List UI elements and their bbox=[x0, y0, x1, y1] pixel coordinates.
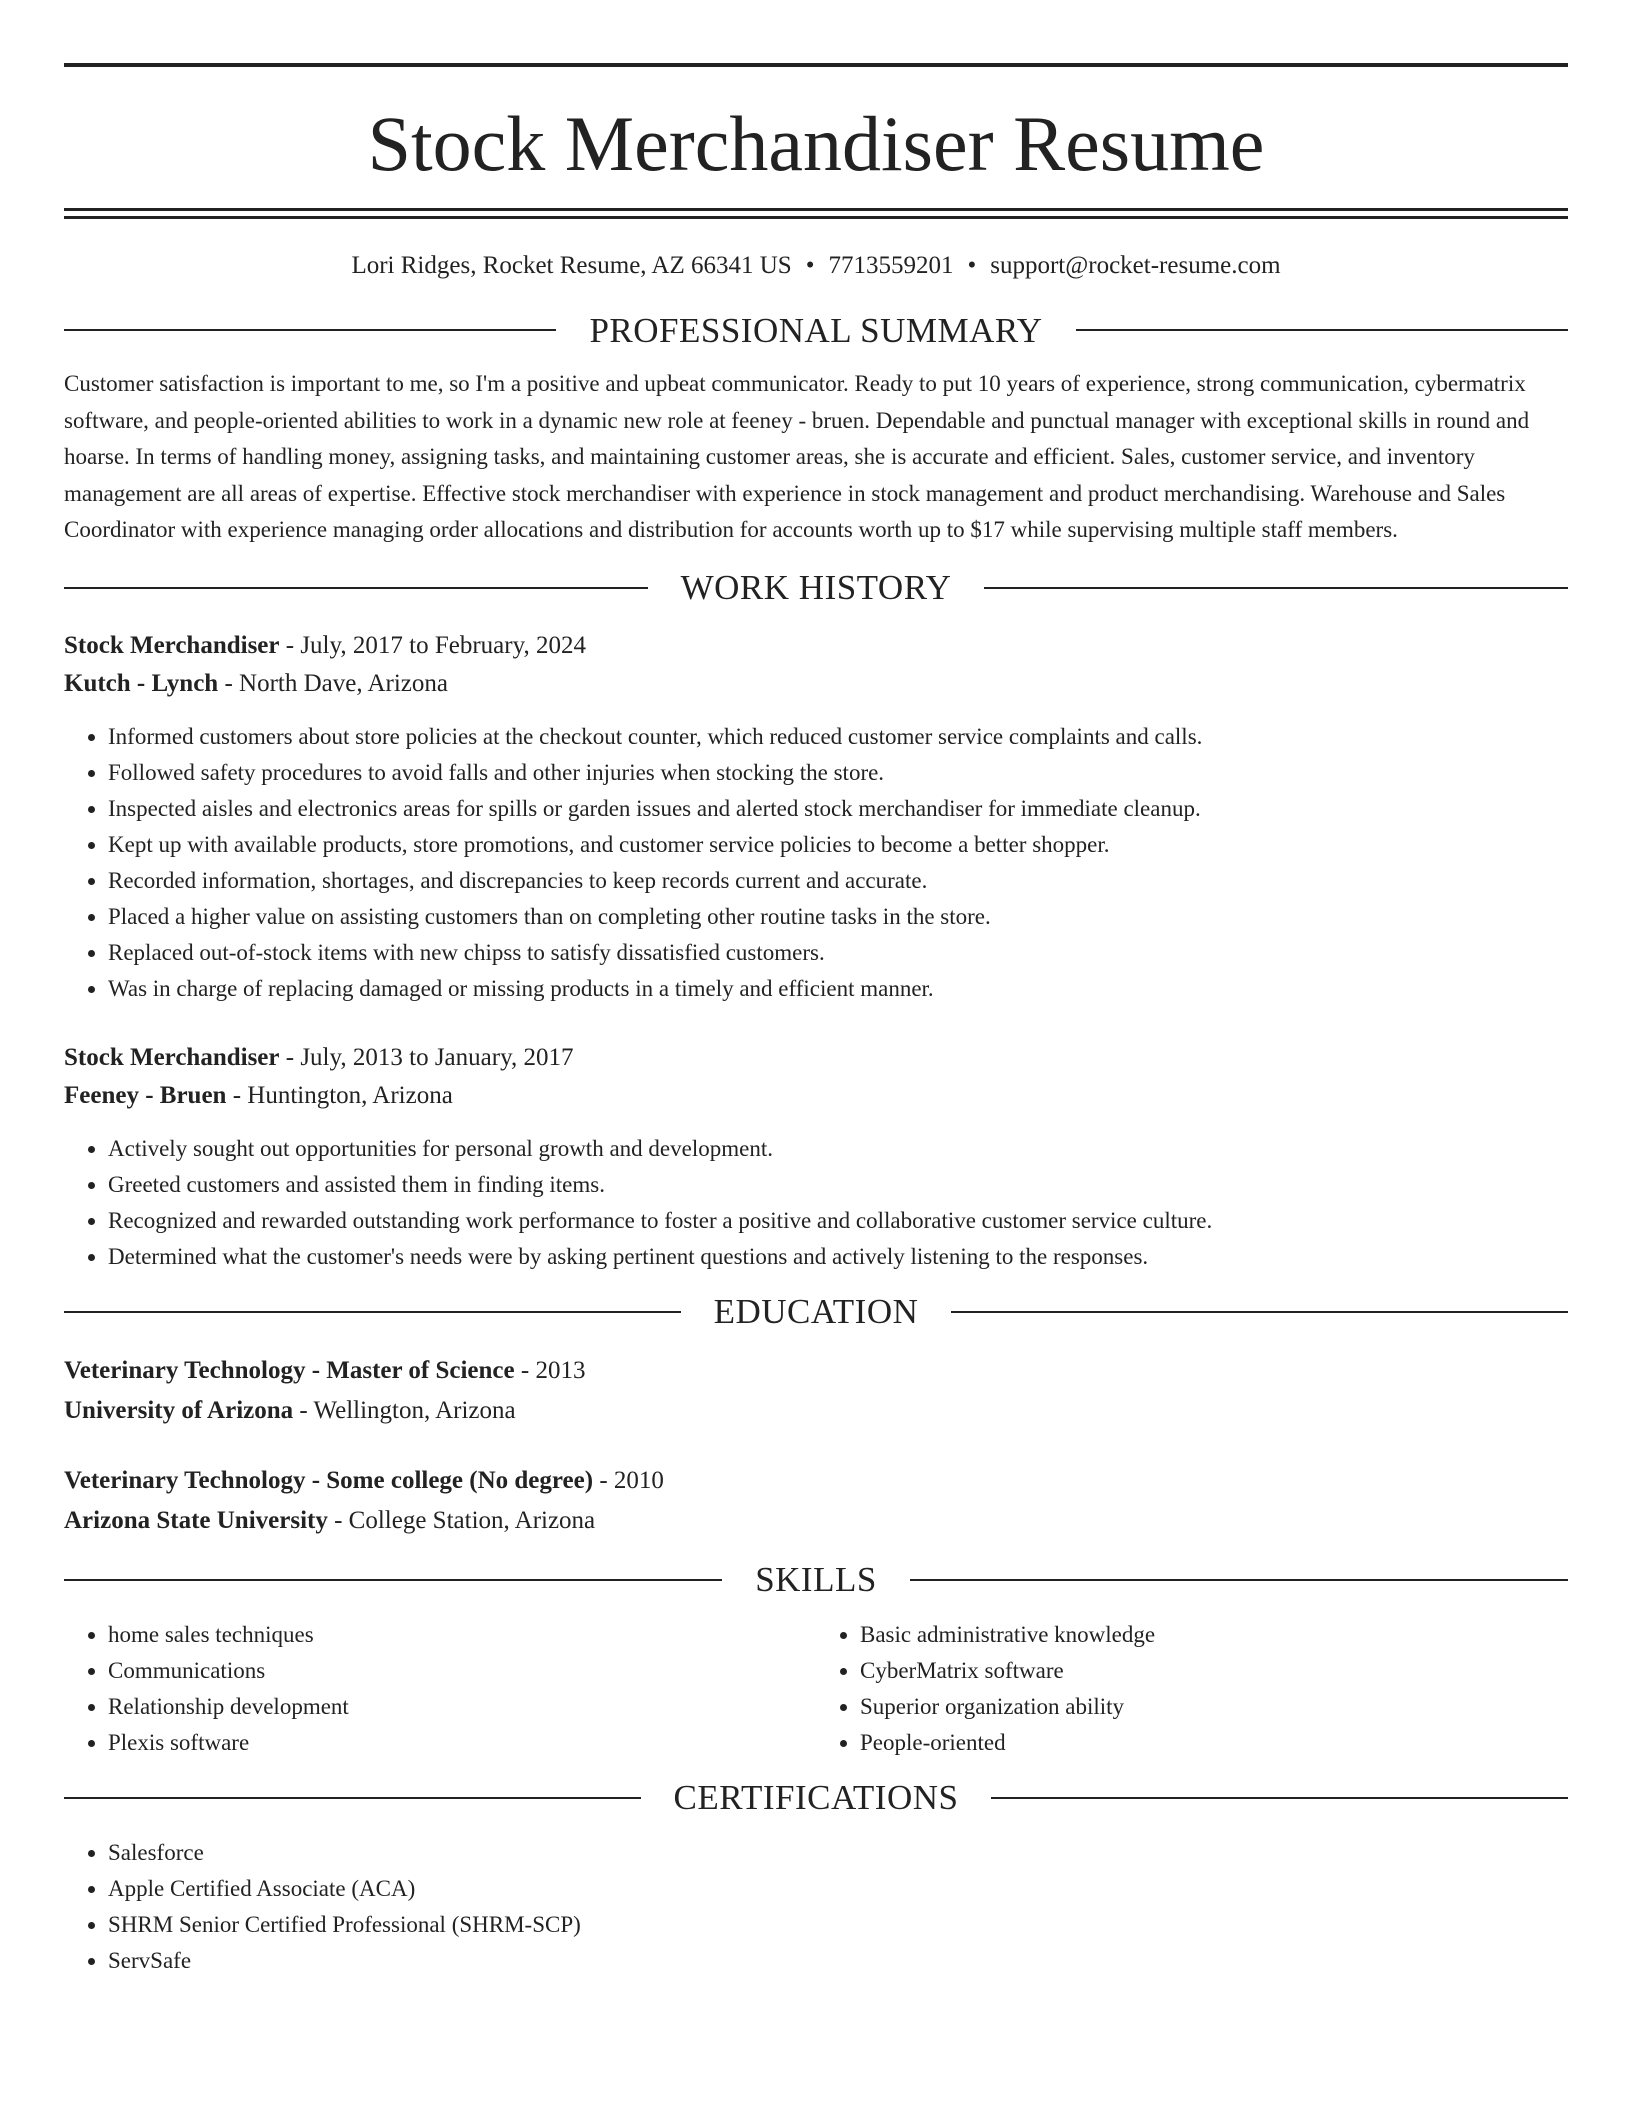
heading-rule-right bbox=[910, 1579, 1568, 1581]
list-item: • People-oriented bbox=[860, 1725, 1568, 1761]
job-title-line bbox=[64, 627, 1568, 665]
heading-rule-left bbox=[64, 1311, 681, 1313]
skills-grid bbox=[64, 1617, 1568, 1761]
job-dates: - July, 2013 to January, 2017 bbox=[279, 1043, 574, 1071]
job-bullets bbox=[64, 1131, 1568, 1275]
list-item: • SHRM Senior Certified Professional (SHRM-SCP) bbox=[108, 1907, 1568, 1943]
skills-heading-label: SKILLS bbox=[755, 1560, 877, 1600]
education-school: Arizona State University bbox=[64, 1506, 328, 1534]
list-item: • Greeted customers and assisted them in finding items. bbox=[108, 1167, 1568, 1203]
list-item: • home sales techniques bbox=[108, 1617, 816, 1653]
list-item: • Determined what the customer's needs were by asking pertinent questions and actively listening to the responses. bbox=[108, 1239, 1568, 1275]
education-location: - Wellington, Arizona bbox=[293, 1396, 516, 1424]
contact-phone: 7713559201 bbox=[828, 252, 954, 279]
contact-address: Lori Ridges, Rocket Resume, AZ 66341 US bbox=[351, 252, 792, 279]
skills-list-right bbox=[816, 1617, 1568, 1761]
education-entry bbox=[64, 1461, 1568, 1541]
education-year: - 2013 bbox=[514, 1356, 586, 1384]
skills-heading bbox=[64, 1557, 1568, 1603]
list-item: • Salesforce bbox=[108, 1835, 1568, 1871]
job-company-line bbox=[64, 1077, 1568, 1115]
job-role: Stock Merchandiser bbox=[64, 631, 280, 659]
job-company: Feeney - Bruen bbox=[64, 1081, 227, 1109]
certifications-heading bbox=[64, 1775, 1568, 1821]
heading-rule-left bbox=[64, 587, 648, 589]
list-item: • Basic administrative knowledge bbox=[860, 1617, 1568, 1653]
certifications-heading-label: CERTIFICATIONS bbox=[673, 1778, 959, 1818]
education-degree: Veterinary Technology - Master of Science bbox=[64, 1356, 515, 1384]
list-item: • Communications bbox=[108, 1653, 816, 1689]
job-company: Kutch - Lynch bbox=[64, 669, 219, 697]
list-item: • Kept up with available products, store promotions, and customer service policies to become a better shopper. bbox=[108, 827, 1568, 863]
job-title-line bbox=[64, 1039, 1568, 1077]
job-location: - North Dave, Arizona bbox=[218, 669, 448, 697]
summary-heading-label: PROFESSIONAL SUMMARY bbox=[589, 310, 1043, 350]
contact-separator: • bbox=[805, 252, 815, 279]
list-item: • Actively sought out opportunities for personal growth and development. bbox=[108, 1131, 1568, 1167]
list-item: • Recorded information, shortages, and discrepancies to keep records current and accurate. bbox=[108, 863, 1568, 899]
resume-page bbox=[64, 0, 1568, 1979]
education-degree-line bbox=[64, 1351, 1568, 1391]
title-double-rule bbox=[64, 208, 1568, 219]
skills-list-left bbox=[64, 1617, 816, 1761]
job-role: Stock Merchandiser bbox=[64, 1043, 280, 1071]
list-item: • Was in charge of replacing damaged or missing products in a timely and efficient manner. bbox=[108, 971, 1568, 1007]
list-item: • Plexis software bbox=[108, 1725, 816, 1761]
education-school: University of Arizona bbox=[64, 1396, 294, 1424]
education-heading-label: EDUCATION bbox=[713, 1292, 919, 1332]
top-rule bbox=[64, 63, 1568, 67]
list-item: • Recognized and rewarded outstanding work performance to foster a positive and collaborative customer service culture. bbox=[108, 1203, 1568, 1239]
heading-rule-right bbox=[984, 587, 1568, 589]
job-entry bbox=[64, 627, 1568, 1007]
education-year: - 2010 bbox=[593, 1466, 664, 1494]
education-location: - College Station, Arizona bbox=[327, 1506, 596, 1534]
list-item: • Inspected aisles and electronics areas for spills or garden issues and alerted stock merchandiser for immediate cleanup. bbox=[108, 791, 1568, 827]
heading-rule-right bbox=[951, 1311, 1568, 1313]
education-school-line bbox=[64, 1391, 1568, 1431]
heading-rule-right bbox=[991, 1797, 1568, 1799]
list-item: • Placed a higher value on assisting customers than on completing other routine tasks in the store. bbox=[108, 899, 1568, 935]
list-item: • Apple Certified Associate (ACA) bbox=[108, 1871, 1568, 1907]
list-item: • CyberMatrix software bbox=[860, 1653, 1568, 1689]
list-item: • Informed customers about store policies at the checkout counter, which reduced customer service complaints and calls. bbox=[108, 719, 1568, 755]
heading-rule-left bbox=[64, 1579, 722, 1581]
summary-heading bbox=[64, 307, 1568, 353]
contact-separator: • bbox=[967, 252, 977, 279]
education-degree-line bbox=[64, 1461, 1568, 1501]
page-title: Stock Merchandiser Resume bbox=[367, 100, 1265, 187]
education-entry bbox=[64, 1351, 1568, 1431]
heading-rule-right bbox=[1076, 329, 1568, 331]
contact-line bbox=[64, 253, 1568, 295]
job-company-line bbox=[64, 665, 1568, 703]
list-item: • Superior organization ability bbox=[860, 1689, 1568, 1725]
job-dates: - July, 2017 to February, 2024 bbox=[279, 631, 586, 659]
job-bullets bbox=[64, 719, 1568, 1007]
education-heading bbox=[64, 1289, 1568, 1335]
list-item: • Replaced out-of-stock items with new chipss to satisfy dissatisfied customers. bbox=[108, 935, 1568, 971]
heading-rule-left bbox=[64, 329, 556, 331]
job-entry bbox=[64, 1039, 1568, 1275]
summary-text: Customer satisfaction is important to me, so I'm a positive and upbeat communicator. Ready to put 10 years of experience, strong communication, cybermatrix software, and people-oriented abilities to work in a dynamic new role at feeney - bruen. Dependable and punctual manager with exceptional skills in round and hoarse. In terms of handling money, assigning tasks, and maintaining customer areas, she is accurate and efficient. Sales, customer service, and inventory management are all areas of expertise. Effective stock merchandiser with experience in stock management and product merchandising. Warehouse and Sales Coordinator with experience managing order allocations and distribution for accounts worth up to $17 while supervising multiple staff members. bbox=[64, 371, 1530, 543]
heading-rule-left bbox=[64, 1797, 641, 1799]
list-item: • ServSafe bbox=[108, 1943, 1568, 1979]
education-degree: Veterinary Technology - Some college (No degree) bbox=[64, 1466, 594, 1494]
job-location: - Huntington, Arizona bbox=[226, 1081, 453, 1109]
list-item: • Followed safety procedures to avoid falls and other injuries when stocking the store. bbox=[108, 755, 1568, 791]
certifications-list bbox=[64, 1835, 1568, 1979]
contact-email: support@rocket-resume.com bbox=[990, 252, 1281, 279]
education-school-line bbox=[64, 1501, 1568, 1541]
list-item: • Relationship development bbox=[108, 1689, 816, 1725]
work-heading bbox=[64, 565, 1568, 611]
work-heading-label: WORK HISTORY bbox=[680, 568, 952, 608]
